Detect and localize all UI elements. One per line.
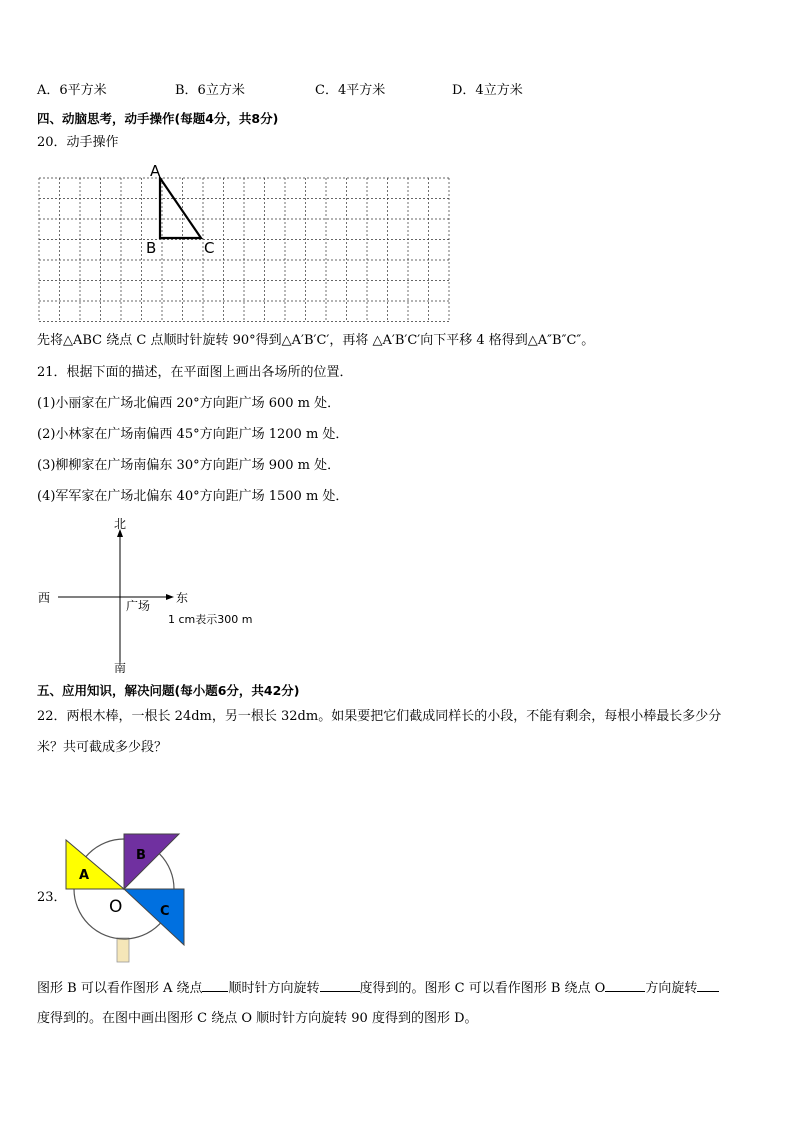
q21-item-4: (4)军军家在广场北偏东 40°方向距广场 1500 m 处． bbox=[37, 489, 349, 504]
q23-text-1c: 度得到的。图形 C 可以看作图形 B 绕点 O bbox=[359, 981, 606, 996]
north-label: 北 bbox=[114, 517, 127, 531]
point-c-label: C bbox=[204, 239, 215, 257]
east-label: 东 bbox=[176, 591, 189, 605]
q20-grid-figure bbox=[36, 162, 452, 322]
q20-title: 20．动手操作 bbox=[37, 135, 119, 150]
shape-b bbox=[124, 834, 179, 889]
q23-text-1a: 图形 B 可以看作图形 A 绕点 bbox=[37, 981, 203, 996]
shape-b-label: B bbox=[136, 848, 146, 863]
option-c: C．4平方米 bbox=[315, 83, 386, 98]
south-label: 南 bbox=[114, 661, 127, 675]
scale-label: 1 cm表示300 m bbox=[168, 613, 253, 626]
shape-a-label: A bbox=[79, 868, 90, 883]
compass-diagram bbox=[30, 512, 270, 677]
q21-title: 21．根据下面的描述，在平面图上画出各场所的位置． bbox=[37, 365, 353, 380]
q23-number: 23． bbox=[37, 890, 67, 905]
shape-c-label: C bbox=[160, 904, 170, 919]
pinwheel-stick bbox=[117, 938, 129, 962]
q21-item-1: (1)小丽家在广场北偏西 20°方向距广场 600 m 处． bbox=[37, 396, 341, 411]
point-b-label: B bbox=[146, 239, 157, 257]
blank-center-point[interactable] bbox=[202, 979, 228, 992]
q22-line-1: 22．两根木棒，一根长 24dm，另一根长 32dm。如果要把它们截成同样长的小段，不能有剩余，每根小棒最长多少分 bbox=[37, 709, 722, 724]
q23-text-1d: 方向旋转 bbox=[645, 981, 698, 996]
shape-c bbox=[124, 889, 184, 945]
west-label: 西 bbox=[38, 591, 51, 605]
option-a: A．6平方米 bbox=[37, 83, 107, 98]
option-d: D．4立方米 bbox=[452, 83, 523, 98]
blank-direction[interactable] bbox=[605, 979, 645, 992]
east-arrowhead bbox=[166, 594, 174, 600]
section-five-title: 五、应用知识，解决问题(每小题6分，共42分) bbox=[37, 683, 300, 698]
blank-angle-1[interactable] bbox=[320, 979, 360, 992]
q23-fill-line-2: 度得到的。在图中画出图形 C 绕点 O 顺时针方向旋转 90 度得到的图形 D。 bbox=[37, 1011, 478, 1026]
center-o-label: O bbox=[109, 897, 123, 917]
q21-item-2: (2)小林家在广场南偏西 45°方向距广场 1200 m 处． bbox=[37, 427, 349, 442]
point-a-label: A bbox=[150, 162, 161, 180]
dashed-grid bbox=[39, 178, 449, 322]
q23-text-1b: 顺时针方向旋转 bbox=[228, 981, 320, 996]
blank-angle-2[interactable] bbox=[697, 979, 719, 992]
triangle-abc bbox=[160, 178, 201, 238]
section-four-title: 四、动脑思考，动手操作(每题4分，共8分) bbox=[37, 111, 279, 126]
q21-item-3: (3)柳柳家在广场南偏东 30°方向距广场 900 m 处． bbox=[37, 458, 341, 473]
q20-instruction: 先将△ABC 绕点 C 点顺时针旋转 90°得到△A′B′C′，再将 △A′B′C′向下平移 4 格得到△A″B″C″。 bbox=[37, 333, 595, 348]
q23-fill-line-1 bbox=[37, 979, 719, 997]
pinwheel-figure bbox=[62, 828, 192, 963]
q22-line-2: 米？共可截成多少段？ bbox=[37, 740, 168, 755]
option-b: B．6立方米 bbox=[175, 83, 245, 98]
shape-a bbox=[66, 840, 124, 889]
plaza-label: 广场 bbox=[126, 599, 151, 613]
